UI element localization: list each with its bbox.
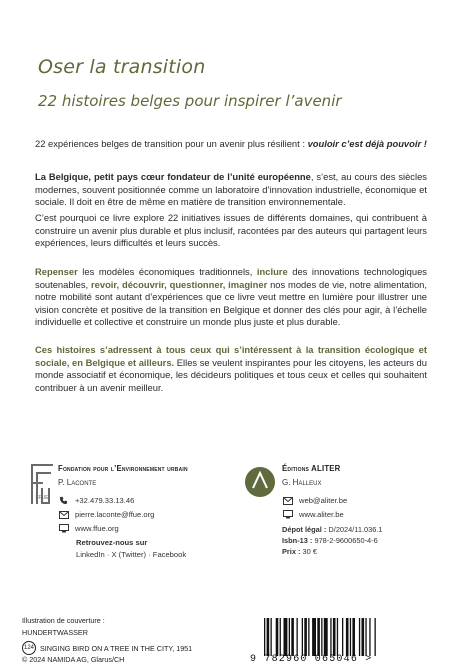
ffue-email[interactable] <box>58 510 154 519</box>
isbn <box>282 536 378 545</box>
legal-deposit-value: D/2024/11.036.1 <box>328 525 383 534</box>
isbn-value: 978-2-9600650-4-6 <box>314 536 378 545</box>
barcode-digits: 9 782960 065046 > <box>250 654 373 665</box>
ffue-logo <box>28 462 56 506</box>
aliter-contact-person: G. Halleux <box>282 478 322 487</box>
ffue-social-links[interactable]: LinkedIn · X (Twitter) · Facebook <box>76 550 187 559</box>
ffue-email-text: pierre.laconte@ffue.org <box>75 510 155 519</box>
ffue-contact-person: P. Laconte <box>58 478 97 487</box>
audience-paragraph <box>35 344 427 394</box>
intro-paragraph <box>35 138 427 151</box>
ffue-phone-text: +32.479.33.13.46 <box>75 496 135 505</box>
audience-text: Elles se veulent inspirantes pour les citoyens, les acteurs du monde associatif et économique, les décideurs politiques et tous ceux et celles qui souhaitent contribuer à un avenir meilleur. <box>35 356 427 393</box>
rethink-paragraph <box>35 266 427 329</box>
book-subtitle: 22 histoires belges pour inspirer l’avenir <box>38 92 342 110</box>
envelope-icon <box>282 496 293 505</box>
belgium-text: , s’est, au cours des siècles modernes, souvent positionnée comme un laboratoire d’innovation industrielle, économique et sociale. Il doit en être de même en matière de transition environnementale. <box>35 171 427 208</box>
ffue-follow-label: Retrouvez-nous sur <box>76 538 148 547</box>
isbn-label: Isbn-13 : <box>282 536 313 545</box>
artwork-number-badge: 124 <box>22 641 36 655</box>
ffue-name: Fondation pour l’Environnement urbain <box>58 464 188 473</box>
copyright: © 2024 NAMIDA AG, Glarus/CH <box>22 655 125 664</box>
cover-artist: HUNDERTWASSER <box>22 628 88 637</box>
intro-text: 22 expériences belges de transition pour un avenir plus résilient : <box>35 138 308 149</box>
aliter-email-text: web@aliter.be <box>299 496 348 505</box>
ffue-phone <box>58 496 134 505</box>
aliter-website-text: www.aliter.be <box>299 510 344 519</box>
legal-deposit-label: Dépot légal : <box>282 525 327 534</box>
cover-illustration-label: Illustration de couverture : <box>22 616 105 625</box>
phone-icon <box>58 496 69 505</box>
computer-icon <box>58 524 69 533</box>
rethink-word-3: revoir, découvrir, questionner, imaginer <box>91 278 268 290</box>
rethink-text-1: les modèles économiques traditionnels, <box>77 266 257 277</box>
audience-highlight: Ces histoires s’adressent à tous ceux qui s’intéressent à la transition écologique et sociale, en Belgique et ailleurs. <box>35 344 427 368</box>
computer-icon <box>282 510 293 519</box>
ffue-website[interactable] <box>58 524 119 533</box>
price-value: 30 € <box>302 547 317 556</box>
aliter-website[interactable] <box>282 510 344 519</box>
legal-deposit <box>282 525 383 534</box>
envelope-icon <box>58 510 69 519</box>
book-title: Oser la transition <box>38 56 206 78</box>
price <box>282 547 317 556</box>
rethink-text-3: nos modes de vie, notre alimentation, notre mobilité sont autant d’expériences que ce livre veut mettre en lumière pour illustrer une vision concrète et positive de la transition en Belgique et donner des clés pour agir, à l’échelle individuelle et collective et construire un monde plus juste et plus durable. <box>35 278 427 328</box>
aliter-logo <box>244 462 276 502</box>
initiatives-paragraph: C’est pourquoi ce livre explore 22 initiatives issues de différents domaines, qui contribuent à construire un avenir plus durable et plus inclusif, racontées par des auteurs qui partagent leurs expériences, leurs difficultés et leurs succès. <box>35 212 427 249</box>
aliter-name: Éditions ALITER <box>282 464 341 473</box>
belgium-highlight: La Belgique, petit pays cœur fondateur de l’unité européenne <box>35 171 311 182</box>
rethink-word-2: inclure <box>256 266 288 277</box>
aliter-email[interactable] <box>282 496 347 505</box>
ffue-website-text: www.ffue.org <box>75 524 119 533</box>
rethink-word-1: Repenser <box>35 266 78 277</box>
price-label: Prix : <box>282 547 301 556</box>
belgium-paragraph <box>35 171 427 209</box>
cover-artwork <box>22 641 192 655</box>
rethink-text-2: des innovations technologiques soutenables, <box>35 266 427 290</box>
ffue-logo-text: FFUE <box>35 495 49 501</box>
intro-emphasis: vouloir c’est déjà pouvoir ! <box>307 138 427 149</box>
artwork-title: SINGING BIRD ON A TREE IN THE CITY, 1951 <box>40 643 193 653</box>
